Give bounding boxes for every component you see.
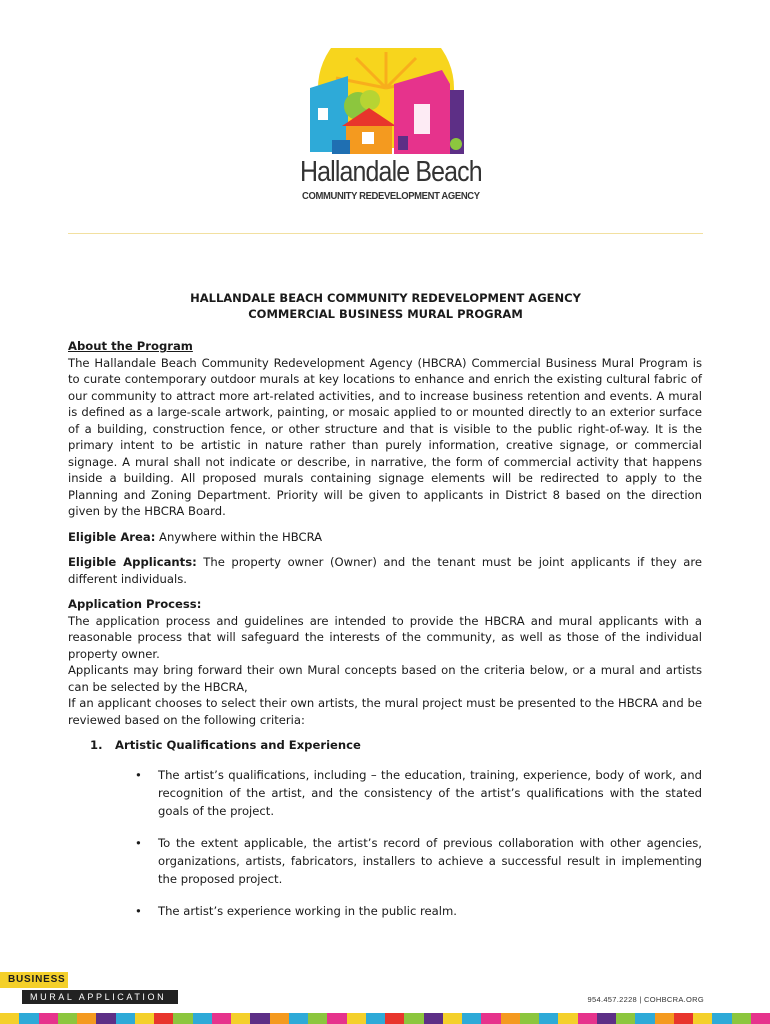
stripe-segment: [347, 1013, 366, 1024]
business-mural-badge: [0, 972, 178, 1004]
stripe-segment: [327, 1013, 346, 1024]
stripe-segment: [135, 1013, 154, 1024]
process-heading: Application Process:: [68, 597, 202, 611]
document-body: [68, 338, 702, 934]
stripe-segment: [520, 1013, 539, 1024]
eligible-applicants: [68, 554, 702, 587]
eligible-area: [68, 529, 702, 546]
stripe-segment: [635, 1013, 654, 1024]
criteria-list: [68, 766, 702, 920]
bullet-icon: •: [135, 835, 142, 850]
eligible-applicants-label: Eligible Applicants:: [68, 555, 197, 569]
criteria-number: 1.: [90, 738, 103, 752]
process-paragraph-1: The application process and guidelines are intended to provide the HBCRA and mural applicants with a reasonable process that will safeguard the interests of the community, as well as those of the individual property owner.: [68, 613, 702, 661]
criteria-heading: [90, 737, 702, 754]
stripe-segment: [693, 1013, 712, 1024]
stripe-segment: [385, 1013, 404, 1024]
footer-contact: 954.457.2228 | COHBCRA.ORG: [587, 995, 704, 1004]
stripe-segment: [655, 1013, 674, 1024]
document-title-line-1: HALLANDALE BEACH COMMUNITY REDEVELOPMENT AGENCY: [190, 291, 581, 305]
bullet-icon: •: [135, 903, 142, 918]
process-paragraph-3: If an applicant chooses to select their own artists, the mural project must be presented to the HBCRA and be reviewed based on the following criteria:: [68, 696, 702, 727]
stripe-segment: [96, 1013, 115, 1024]
badge-business: BUSINESS: [0, 972, 68, 988]
stripe-segment: [712, 1013, 731, 1024]
stripe-segment: [616, 1013, 635, 1024]
stripe-segment: [250, 1013, 269, 1024]
stripe-segment: [424, 1013, 443, 1024]
stripe-segment: [154, 1013, 173, 1024]
header-divider: [68, 233, 703, 234]
stripe-segment: [462, 1013, 481, 1024]
stripe-segment: [58, 1013, 77, 1024]
stripe-segment: [443, 1013, 462, 1024]
list-item: • To the extent applicable, the artist’s record of previous collaboration with other agencies, organizations, artists, fabricators, installers to achieve a successful result in implementing the proposed project.: [135, 835, 702, 886]
bullet-icon: •: [135, 767, 142, 782]
stripe-segment: [270, 1013, 289, 1024]
stripe-segment: [308, 1013, 327, 1024]
logo-subtitle: COMMUNITY REDEVELOPMENT AGENCY: [302, 190, 480, 202]
stripe-segment: [732, 1013, 751, 1024]
stripe-segment: [481, 1013, 500, 1024]
stripe-segment: [19, 1013, 38, 1024]
stripe-segment: [77, 1013, 96, 1024]
footer-color-stripe: [0, 1013, 770, 1024]
stripe-segment: [289, 1013, 308, 1024]
stripe-segment: [116, 1013, 135, 1024]
logo-wordmark: Hallandale Beach: [300, 156, 482, 188]
stripe-segment: [39, 1013, 58, 1024]
about-heading: About the Program: [68, 339, 193, 353]
stripe-segment: [404, 1013, 423, 1024]
criteria-title: Artistic Qualifications and Experience: [115, 738, 361, 752]
stripe-segment: [558, 1013, 577, 1024]
stripe-segment: [212, 1013, 231, 1024]
eligible-applicants-text: The property owner (Owner) and the tenant must be joint applicants if they are different individuals.: [68, 555, 702, 586]
eligible-area-text: Anywhere within the HBCRA: [155, 529, 323, 544]
document-title-line-2: COMMERCIAL BUSINESS MURAL PROGRAM: [248, 307, 523, 321]
list-item: • The artist’s experience working in the public realm.: [135, 903, 457, 918]
stripe-segment: [501, 1013, 520, 1024]
about-paragraph: The Hallandale Beach Community Redevelopment Agency (HBCRA) Commercial Business Mural Program is to curate contemporary outdoor murals at key locations to enhance and enrich the existing cultural fabric of our community to attract more art-related activities, and to increase business retention and events. A mural is defined as a large-scale artwork, painting, or mosaic applied to or mounted directly to an exterior surface of a building, construction fence, or other structure and that is visible to the public right-of-way. It is the primary intent to be artistic in nature rather than purely information, creative signage, or commercial signage. A mural shall not indicate or describe, in narrative, the form of commercial activity that happens inside a building. All proposed murals containing signage elements will be redirected to apply to the Planning and Zoning Department. Priority will be given to applicants in District 8 based on the direction given by the HBCRA Board.: [68, 355, 702, 518]
stripe-segment: [173, 1013, 192, 1024]
stripe-segment: [539, 1013, 558, 1024]
stripe-segment: [231, 1013, 250, 1024]
stripe-segment: [751, 1013, 770, 1024]
process-paragraph-2: Applicants may bring forward their own Mural concepts based on the criteria below, or a mural and artists can be selected by the HBCRA,: [68, 663, 702, 694]
badge-mural-application: MURAL APPLICATION: [22, 990, 178, 1004]
stripe-segment: [193, 1013, 212, 1024]
stripe-segment: [578, 1013, 597, 1024]
stripe-segment: [674, 1013, 693, 1024]
eligible-area-label: Eligible Area:: [68, 529, 156, 544]
stripe-segment: [366, 1013, 385, 1024]
stripe-segment: [0, 1013, 19, 1024]
stripe-segment: [597, 1013, 616, 1024]
list-item: • The artist’s qualifications, including – the education, training, experience, body of work, and recognition of the artist, and the consistency of the artist’s qualifications with the stated goals of the project.: [135, 767, 702, 818]
